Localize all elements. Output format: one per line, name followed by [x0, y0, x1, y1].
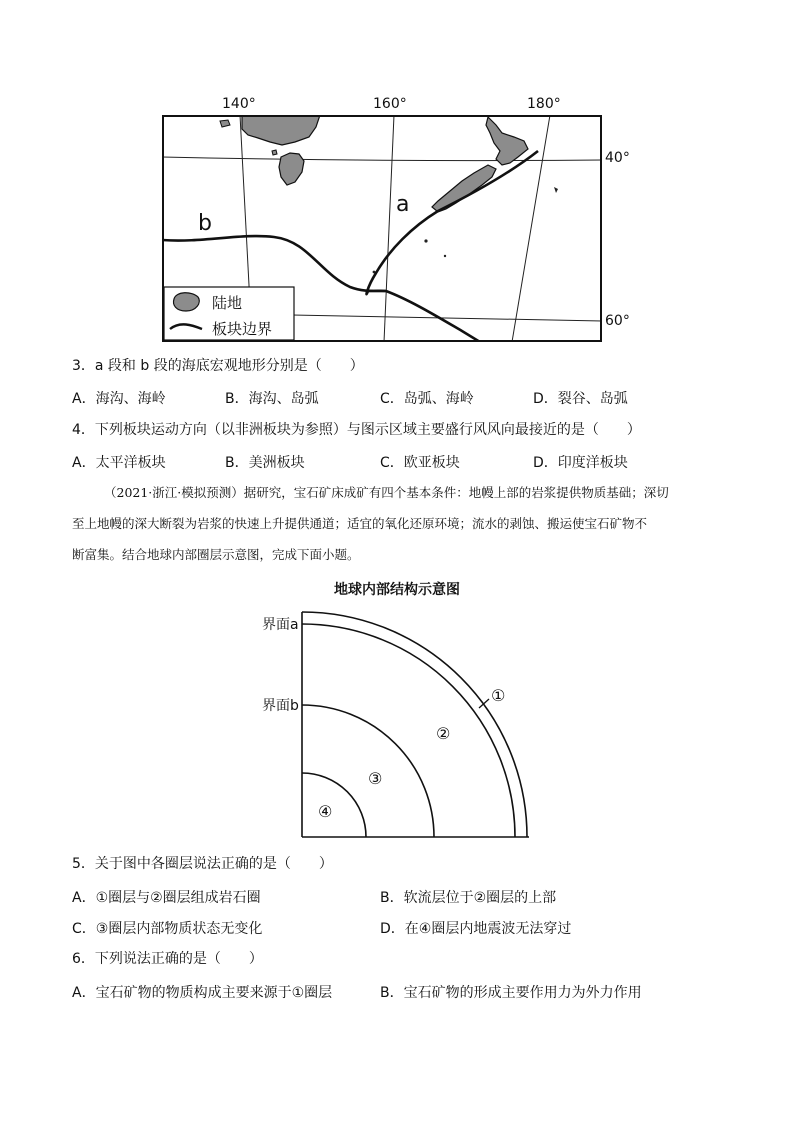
- q4-option-b: B．美洲板块: [225, 455, 305, 471]
- layer-4-label: ④: [318, 802, 333, 821]
- interface-a-label: 界面a: [262, 617, 299, 633]
- segment-a-label: a: [396, 192, 410, 217]
- layer-1-label: ①: [491, 686, 506, 705]
- q5-option-c: C．③圈层内部物质状态无变化: [72, 921, 263, 937]
- earth-interior-diagram: [300, 610, 532, 840]
- islet-1: [424, 239, 427, 242]
- legend-land-swatch: [174, 293, 200, 311]
- legend-boundary-label: 板块边界: [212, 320, 273, 338]
- question-5-stem: 5．关于图中各圈层说法正确的是（ ）: [72, 856, 333, 872]
- inner-core-arc: [302, 773, 366, 837]
- q6-option-a: A．宝石矿物的物质构成主要来源于①圈层: [72, 985, 333, 1001]
- australia-land: [242, 115, 320, 145]
- question-4-stem: 4．下列板块运动方向（以非洲板块为参照）与图示区域主要盛行风风向最接近的是（ ）: [72, 422, 641, 438]
- australia-islet: [220, 120, 230, 127]
- islet-2: [444, 255, 446, 257]
- nz-north-island: [486, 117, 528, 165]
- layer-2-label: ②: [436, 724, 451, 743]
- legend-land-label: 陆地: [212, 294, 243, 312]
- layer-3-label: ③: [368, 769, 383, 788]
- parallel-60: [292, 315, 602, 321]
- segment-b-label: b: [198, 211, 212, 236]
- passage-line-1: （2021·浙江·模拟预测）据研究，宝石矿床成矿有四个基本条件：地幔上部的岩浆提供物质基础；深切: [104, 485, 669, 500]
- question-3-stem: 3．a 段和 b 段的海底宏观地形分别是（ ）: [72, 358, 364, 374]
- interface-a-arc: [302, 624, 515, 837]
- q5-option-b: B．软流层位于②圈层的上部: [380, 890, 557, 906]
- q3-option-d: D．裂谷、岛弧: [533, 391, 628, 407]
- q3-option-c: C．岛弧、海岭: [380, 391, 474, 407]
- boundary-segment-a: [367, 151, 538, 294]
- interface-b-label: 界面b: [262, 698, 299, 714]
- lon-label-180: 180°: [527, 96, 561, 112]
- chatham-islet: [554, 187, 558, 193]
- q5-option-d: D．在④圈层内地震波无法穿过: [380, 921, 572, 937]
- question-6-stem: 6．下列说法正确的是（ ）: [72, 951, 263, 967]
- lat-label-60: 60°: [605, 313, 630, 329]
- q3-option-b: B．海沟、岛弧: [225, 391, 319, 407]
- parallel-40: [162, 157, 602, 161]
- diagram-title: 地球内部结构示意图: [334, 582, 460, 598]
- lon-label-160: 160°: [373, 96, 407, 112]
- passage-line-2: 至上地幔的深大断裂为岩浆的快速上升提供通道；适宜的氧化还原环境；流水的剥蚀、搬运使宝石矿物不: [72, 516, 648, 531]
- meridian-160: [384, 115, 394, 342]
- q6-option-b: B．宝石矿物的形成主要作用力为外力作用: [380, 985, 642, 1001]
- passage-line-3: 断富集。结合地球内部圈层示意图，完成下面小题。: [72, 547, 360, 562]
- lon-label-140: 140°: [222, 96, 256, 112]
- tasmania-land: [279, 153, 304, 185]
- bass-islet: [272, 150, 277, 155]
- nz-south-island: [432, 165, 496, 212]
- outer-crust-arc: [302, 612, 527, 837]
- q4-option-d: D．印度洋板块: [533, 455, 628, 471]
- q4-option-c: C．欧亚板块: [380, 455, 460, 471]
- lat-label-40: 40°: [605, 150, 630, 166]
- q5-option-a: A．①圈层与②圈层组成岩石圈: [72, 890, 261, 906]
- q3-option-a: A．海沟、海岭: [72, 391, 166, 407]
- q4-option-a: A．太平洋板块: [72, 455, 166, 471]
